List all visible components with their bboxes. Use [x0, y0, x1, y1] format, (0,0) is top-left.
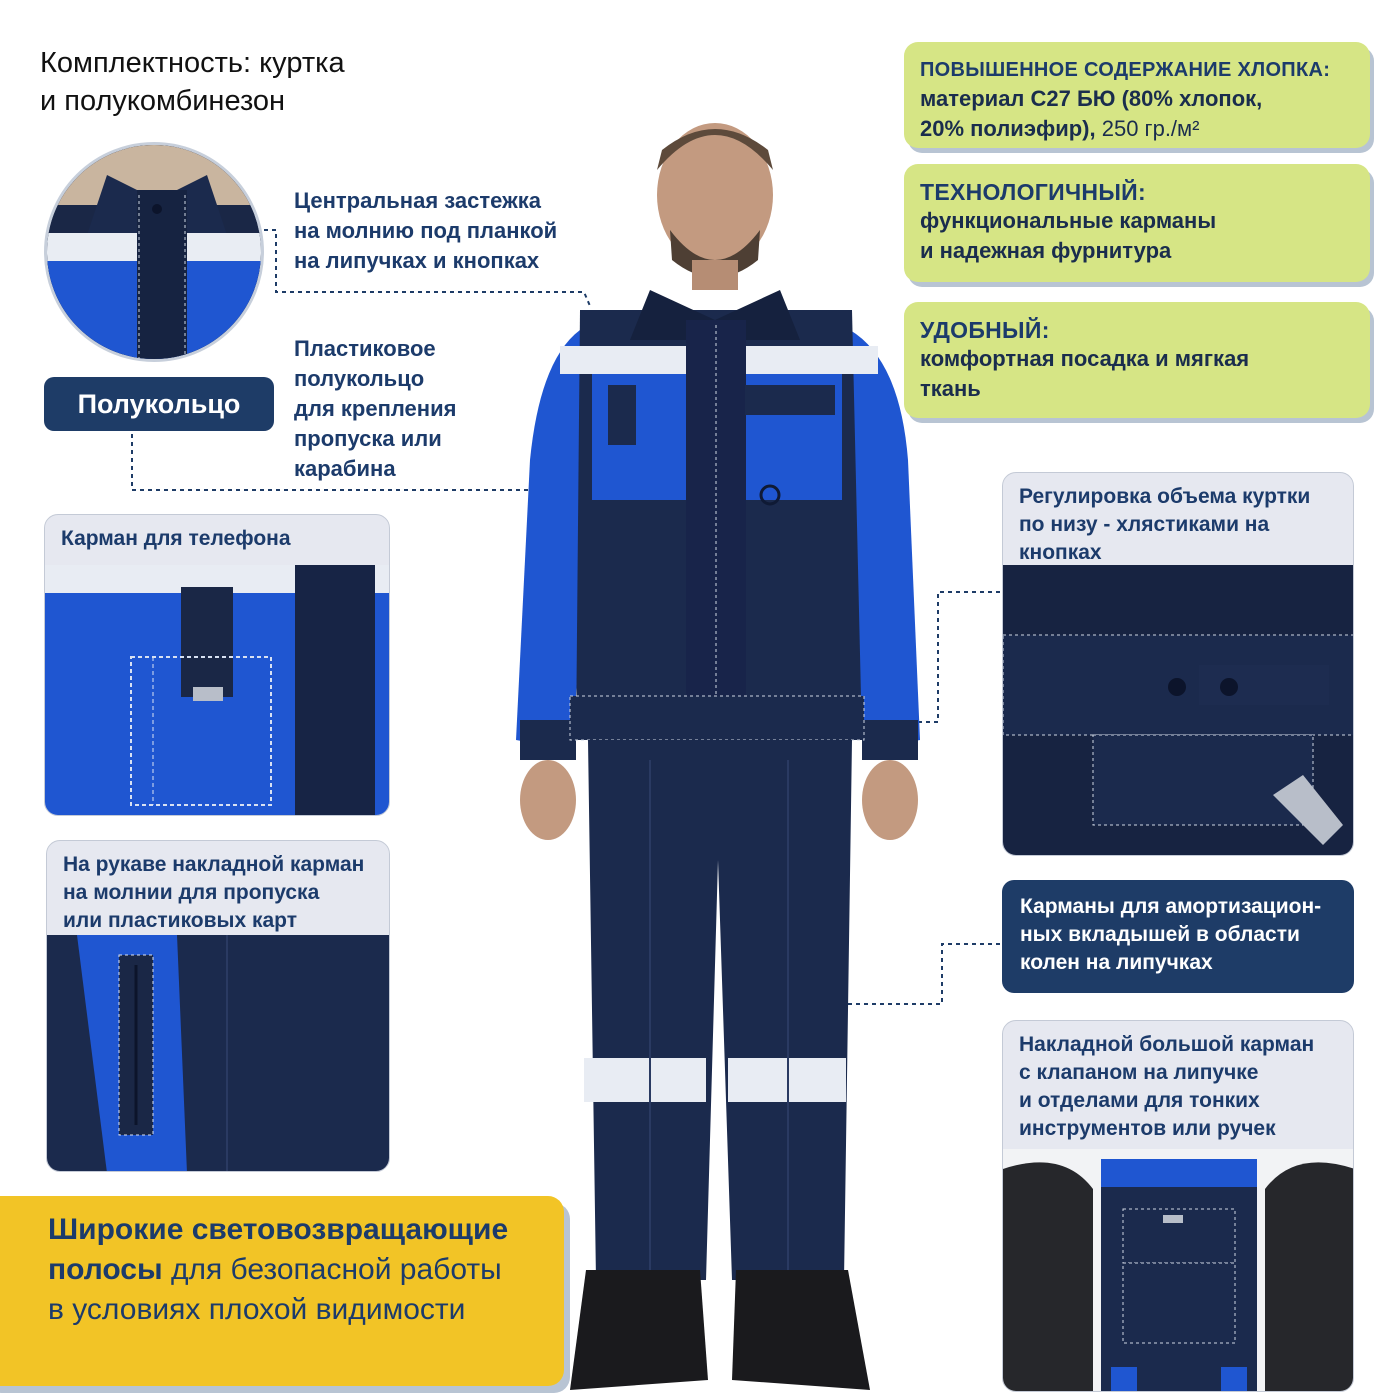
card-phone-pocket	[44, 514, 390, 816]
banner-light-3: в условиях плохой видимости	[48, 1293, 466, 1326]
model-photo	[500, 100, 940, 1400]
card-knee-line-3: колен на липучках	[1020, 951, 1213, 974]
ring-pill-label: Полукольцо	[44, 377, 274, 431]
banner-light-2: для безопасной работы	[162, 1253, 502, 1286]
feature-cotton-line-1: материал С27 БЮ (80% хлопок,	[920, 86, 1263, 111]
card-knee-line-2: ных вкладышей в области	[1020, 923, 1300, 946]
callout-ring-line-3: для крепления	[294, 396, 457, 421]
card-bib-line-1: Накладной большой карман	[1019, 1033, 1315, 1056]
waist-adjust-photo	[1003, 565, 1353, 855]
headline-line-1: Комплектность: куртка	[40, 47, 345, 79]
feature-tech-title: ТЕХНОЛОГИЧНЫЙ:	[920, 179, 1146, 205]
card-sleeve-pocket	[46, 840, 390, 1172]
card-bib-line-4: инструментов или ручек	[1019, 1117, 1276, 1140]
phone-pocket-photo	[45, 565, 389, 815]
card-bib-pocket	[1002, 1020, 1354, 1392]
callout-ring-line-5: карабина	[294, 456, 396, 481]
callout-ring-line-1: Пластиковое	[294, 336, 436, 361]
card-sleeve-line-3: или пластиковых карт	[63, 909, 298, 932]
card-sleeve-pocket-caption	[47, 841, 389, 935]
card-waist-adjust	[1002, 472, 1354, 856]
card-phone-pocket-caption: Карман для телефона	[61, 527, 291, 550]
feature-comfort-line-2: ткань	[920, 376, 981, 401]
callout-zipper-line-1: Центральная застежка	[294, 188, 541, 213]
feature-cotton-density: 250 гр./м²	[1095, 116, 1200, 141]
banner-line-2	[48, 1250, 554, 1290]
callout-ring-line-2: полукольцо	[294, 366, 425, 391]
card-waist-line-3: кнопках	[1019, 541, 1102, 564]
banner-bold-2: полосы	[48, 1253, 163, 1286]
callout-zipper-line-2: на молнию под планкой	[294, 218, 558, 243]
banner-bold-1: Широкие световозвращающие	[48, 1213, 509, 1246]
card-sleeve-line-2: на молнии для пропуска	[63, 881, 320, 904]
card-knee-pads	[1002, 880, 1354, 993]
banner-line-1	[48, 1210, 554, 1250]
feature-comfort-line-1: комфортная посадка и мягкая	[920, 346, 1250, 371]
card-waist-line-1: Регулировка объема куртки	[1019, 485, 1311, 508]
feature-tech-line-2: и надежная фурнитура	[920, 238, 1172, 263]
card-sleeve-line-1: На рукаве накладной карман	[63, 853, 365, 876]
card-waist-adjust-caption	[1003, 473, 1353, 567]
card-bib-line-3: и отделами для тонких	[1019, 1089, 1260, 1112]
feature-cotton-blend: 20% полиэфир),	[920, 116, 1096, 141]
sleeve-pocket-photo	[47, 935, 389, 1171]
feature-comfort-title: УДОБНЫЙ:	[920, 317, 1050, 343]
callout-ring-line-4: пропуска или	[294, 426, 442, 451]
callout-zipper-line-3: на липучках и кнопках	[294, 248, 540, 273]
reflective-stripes-banner	[0, 1196, 564, 1386]
card-knee-line-1: Карманы для амортизацион-	[1020, 895, 1322, 918]
feature-cotton-title: ПОВЫШЕННОЕ СОДЕРЖАНИЕ ХЛОПКА:	[920, 59, 1331, 81]
bib-pocket-photo	[1003, 1149, 1353, 1391]
headline-line-2: и полукомбинезон	[40, 85, 286, 117]
card-bib-line-2: с клапаном на липучке	[1019, 1061, 1259, 1084]
feature-tech-line-1: функциональные карманы	[920, 208, 1217, 233]
card-bib-pocket-caption	[1003, 1021, 1353, 1143]
banner-line-3	[48, 1290, 554, 1330]
card-waist-line-2: по низу - хлястиками на	[1019, 513, 1270, 536]
